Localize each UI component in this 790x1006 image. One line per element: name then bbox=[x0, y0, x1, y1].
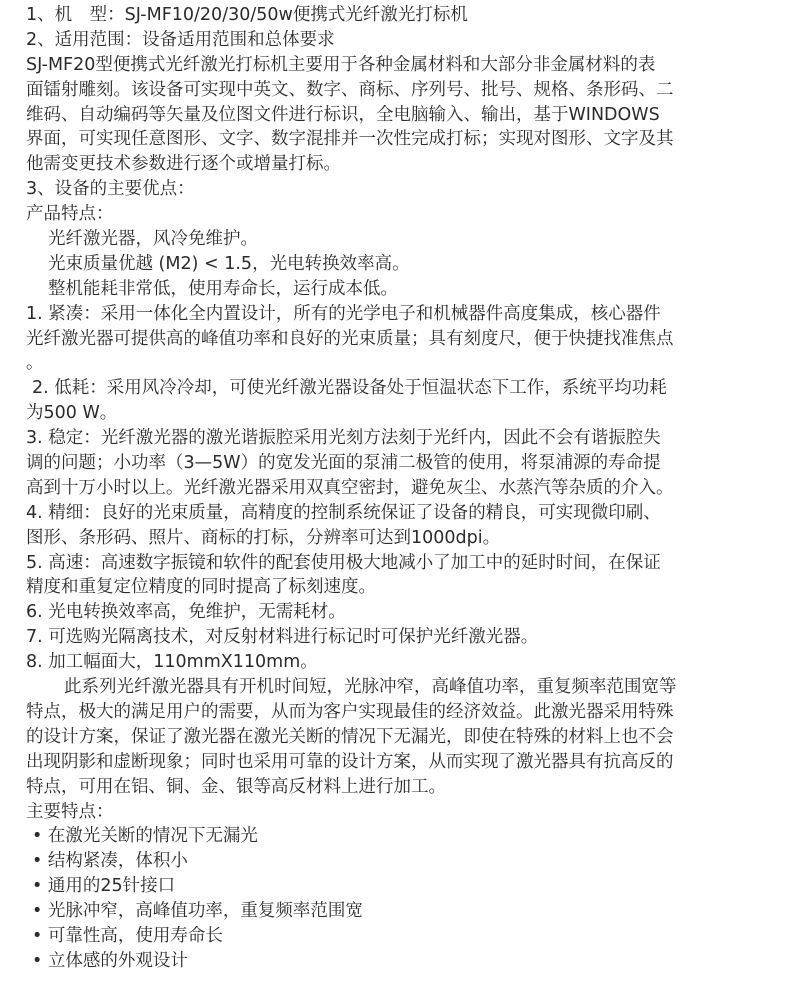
main-feature-bullet: • 通用的25针接口 bbox=[32, 876, 176, 897]
main-feature-bullet: • 光脉冲窄，高峰值功率，重复频率范围宽 bbox=[32, 901, 363, 922]
advantage-isolation-line: 7. 可选购光隔离技术，对反射材料进行标记时可保护光纤激光器。 bbox=[26, 627, 539, 648]
advantage-stable-line: 高到十万小时以上。光纤激光器采用双真空密封，避免灰尘、水蒸汽等杂质的介入。 bbox=[26, 477, 674, 498]
scope-text-line: 界面，可实现任意图形、文字、数字混排并一次性完成打标；实现对图形、文字及其 bbox=[26, 129, 674, 150]
advantage-fine-line: 4. 精细：良好的光束质量，高精度的控制系统保证了设备的精良，可实现微印刷、 bbox=[26, 502, 661, 523]
scope-text-line: 他需变更技术参数进行逐个或增量打标。 bbox=[26, 154, 341, 175]
advantage-stable-line: 调的问题；小功率（3—5W）的宽发光面的泵浦二极管的使用，将泵浦源的寿命提 bbox=[26, 453, 661, 474]
advantage-low-power-line: 为500 W。 bbox=[26, 403, 118, 424]
advantages-heading: 3、设备的主要优点： bbox=[26, 179, 195, 200]
scope-text-line: SJ-MF20型便携式光纤激光打标机主要用于各种金属材料和大部分非金属材料的表 bbox=[26, 54, 656, 75]
scope-text-line: 维码、自动编码等矢量及位图文件进行标识，全电脑输入、输出，基于WINDOWS bbox=[26, 104, 660, 125]
main-features-heading: 主要特点： bbox=[26, 801, 114, 822]
main-feature-bullet: • 结构紧凑，体积小 bbox=[32, 851, 188, 872]
advantage-efficiency-line: 6. 光电转换效率高，免维护，无需耗材。 bbox=[26, 602, 346, 623]
series-paragraph-line: 特点，极大的满足用户的需要，从而为客户实现最佳的经济效益。此激光器采用特殊 bbox=[26, 701, 674, 722]
scope-text-line: 面镭射雕刻。该设备可实现中英文、数字、商标、序列号、批号、规格、条形码、二 bbox=[26, 79, 674, 100]
main-feature-bullet: • 可靠性高，使用寿命长 bbox=[32, 925, 223, 946]
product-feature-item: 整机能耗非常低，使用寿命长，运行成本低。 bbox=[48, 278, 398, 299]
product-feature-item: 光束质量优越 (M2) < 1.5，光电转换效率高。 bbox=[48, 253, 410, 274]
advantage-compact-line: 光纤激光器可提供高的峰值功率和良好的光束质量；具有刻度尺，便于快捷找准焦点 bbox=[26, 328, 674, 349]
series-paragraph-line: 特点，可用在铝、铜、金、银等高反材料上进行加工。 bbox=[26, 776, 446, 797]
advantage-speed-line: 精度和重复定位精度的同时提高了标刻速度。 bbox=[26, 577, 376, 598]
main-feature-bullet: • 在激光关断的情况下无漏光 bbox=[32, 826, 258, 847]
advantage-compact-line: 。 bbox=[26, 353, 44, 374]
advantage-stable-line: 3. 稳定：光纤激光器的激光谐振腔采用光刻方法刻于光纤内，因此不会有谐振腔失 bbox=[26, 428, 661, 449]
advantage-compact-line: 1. 紧凑：采用一体化全内置设计，所有的光学电子和机械器件高度集成，核心器件 bbox=[26, 303, 661, 324]
product-features-heading: 产品特点： bbox=[26, 204, 114, 225]
series-paragraph-line: 的设计方案，保证了激光器在激光关断的情况下无漏光，即使在特殊的材料上也不会 bbox=[26, 726, 674, 747]
product-feature-item: 光纤激光器，风冷免维护。 bbox=[48, 229, 258, 250]
series-paragraph-line: 此系列光纤激光器具有开机时间短，光脉冲窄，高峰值功率，重复频率范围宽等 bbox=[64, 677, 677, 698]
series-paragraph-line: 出现阴影和虚断现象；同时也采用可靠的设计方案，从而实现了激光器具有抗高反的 bbox=[26, 751, 674, 772]
main-feature-bullet: • 立体感的外观设计 bbox=[32, 950, 188, 971]
scope-heading: 2、适用范围：设备适用范围和总体要求 bbox=[26, 29, 335, 50]
advantage-speed-line: 5. 高速：高速数字振镜和软件的配套使用极大地减小了加工中的延时时间，在保证 bbox=[26, 552, 661, 573]
advantage-low-power-line: 2. 低耗：采用风冷冷却，可使光纤激光器设备处于恒温状态下工作，系统平均功耗 bbox=[32, 378, 667, 399]
model-line: 1、机 型：SJ-MF10/20/30/50w便携式光纤激光打标机 bbox=[26, 5, 468, 25]
advantage-fine-line: 图形、条形码、照片、商标的打标，分辨率可达到1000dpi。 bbox=[26, 527, 501, 548]
advantage-field-line: 8. 加工幅面大，110mmX110mm。 bbox=[26, 652, 318, 673]
